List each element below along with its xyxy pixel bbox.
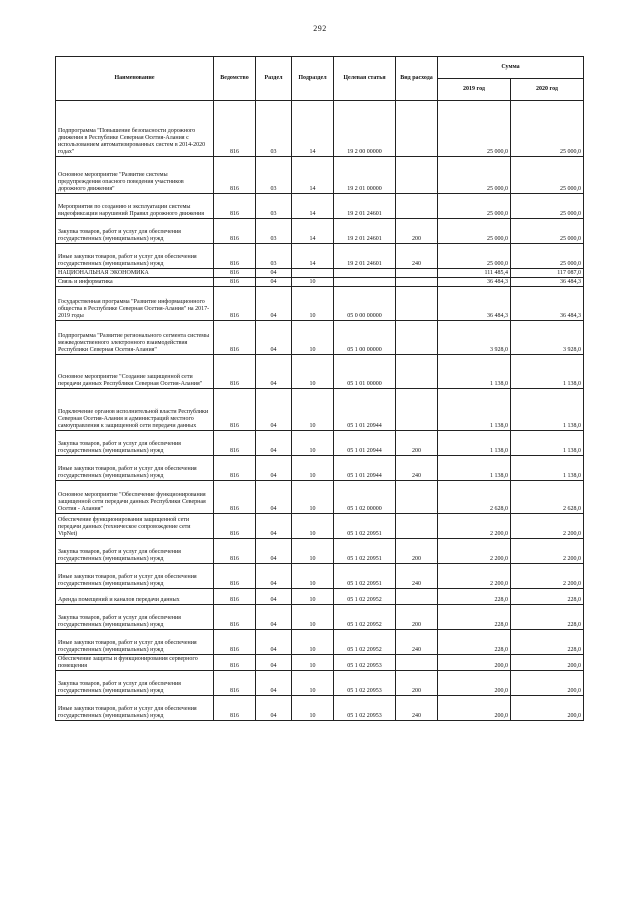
row-section: 04 — [256, 278, 292, 287]
row-section: 04 — [256, 287, 292, 321]
row-name: Закупка товаров, работ и услуг для обеспечения государственных (муниципальных) нужд — [56, 431, 214, 456]
header-name: Наименование — [56, 57, 214, 101]
row-name: Основное мероприятие "Развитие системы предупреждения опасного поведения участников дорожного движения" — [56, 157, 214, 194]
row-subsection: 10 — [292, 389, 334, 431]
row-section: 04 — [256, 630, 292, 655]
row-subsection: 14 — [292, 219, 334, 244]
row-ministry: 816 — [214, 431, 256, 456]
row-name: Основное мероприятие "Обеспечение функционирования защищенной сети передачи данных Республики Северная Осетия - Алания" — [56, 481, 214, 514]
row-name: Мероприятия по созданию и эксплуатации системы видеофиксации нарушений Правил дорожного движения — [56, 194, 214, 219]
table-row — [56, 456, 584, 481]
table-row — [56, 269, 584, 278]
row-ministry: 816 — [214, 244, 256, 269]
row-section: 04 — [256, 389, 292, 431]
row-target-article: 19 2 01 24601 — [334, 244, 396, 269]
row-sum-2020: 25 000,0 — [511, 244, 584, 269]
row-target-article: 05 1 01 20944 — [334, 389, 396, 431]
row-expense-type: 200 — [396, 219, 438, 244]
row-subsection: 10 — [292, 355, 334, 389]
header-subsection: Подраздел — [292, 57, 334, 101]
row-section: 04 — [256, 605, 292, 630]
row-ministry: 816 — [214, 321, 256, 355]
row-ministry: 816 — [214, 696, 256, 721]
row-ministry: 816 — [214, 219, 256, 244]
row-section: 03 — [256, 101, 292, 157]
row-subsection: 10 — [292, 696, 334, 721]
row-subsection: 14 — [292, 101, 334, 157]
row-name: Закупка товаров, работ и услуг для обеспечения государственных (муниципальных) нужд — [56, 671, 214, 696]
row-sum-2019: 2 200,0 — [438, 514, 511, 539]
row-section: 04 — [256, 431, 292, 456]
row-expense-type — [396, 101, 438, 157]
row-sum-2019: 228,0 — [438, 630, 511, 655]
table-row — [56, 514, 584, 539]
table-row — [56, 157, 584, 194]
row-expense-type — [396, 514, 438, 539]
row-name: Подключение органов исполнительной власти Республики Северная Осетия-Алания и администраций местного самоуправления к защищенной сети передачи данных — [56, 389, 214, 431]
row-section: 04 — [256, 481, 292, 514]
row-expense-type — [396, 278, 438, 287]
row-subsection: 10 — [292, 539, 334, 564]
row-section: 04 — [256, 671, 292, 696]
row-target-article: 05 1 02 20953 — [334, 671, 396, 696]
table-row — [56, 431, 584, 456]
row-section: 04 — [256, 514, 292, 539]
row-ministry: 816 — [214, 514, 256, 539]
row-name: Основное мероприятие "Создание защищенной сети передачи данных Республики Северная Осетия-Алания" — [56, 355, 214, 389]
row-subsection: 10 — [292, 630, 334, 655]
row-expense-type: 240 — [396, 244, 438, 269]
row-sum-2020: 117 087,0 — [511, 269, 584, 278]
row-name: Иные закупки товаров, работ и услуг для обеспечения государственных (муниципальных) нужд — [56, 630, 214, 655]
row-sum-2019: 200,0 — [438, 696, 511, 721]
row-sum-2019: 1 138,0 — [438, 456, 511, 481]
row-name: Иные закупки товаров, работ и услуг для обеспечения государственных (муниципальных) нужд — [56, 456, 214, 481]
table-row — [56, 101, 584, 157]
row-section: 04 — [256, 539, 292, 564]
page-number: 292 — [313, 24, 327, 33]
row-target-article: 19 2 01 24601 — [334, 194, 396, 219]
row-section: 04 — [256, 321, 292, 355]
row-subsection: 14 — [292, 244, 334, 269]
row-sum-2020: 25 000,0 — [511, 157, 584, 194]
table-row — [56, 244, 584, 269]
row-sum-2019: 200,0 — [438, 655, 511, 671]
row-ministry: 816 — [214, 389, 256, 431]
row-expense-type — [396, 481, 438, 514]
table-row — [56, 219, 584, 244]
row-target-article: 05 1 02 20952 — [334, 589, 396, 605]
table-row — [56, 630, 584, 655]
row-sum-2020: 1 138,0 — [511, 456, 584, 481]
table-header-row — [56, 57, 584, 79]
row-sum-2020: 2 200,0 — [511, 564, 584, 589]
row-sum-2019: 36 484,3 — [438, 278, 511, 287]
row-subsection: 10 — [292, 287, 334, 321]
row-expense-type — [396, 589, 438, 605]
row-section: 03 — [256, 194, 292, 219]
row-sum-2019: 2 628,0 — [438, 481, 511, 514]
row-ministry: 816 — [214, 287, 256, 321]
row-sum-2020: 3 928,0 — [511, 321, 584, 355]
row-subsection: 10 — [292, 605, 334, 630]
row-target-article: 05 1 01 20944 — [334, 456, 396, 481]
row-target-article: 05 1 02 20952 — [334, 630, 396, 655]
row-expense-type — [396, 269, 438, 278]
row-sum-2020: 2 200,0 — [511, 514, 584, 539]
header-expense-type: Вид расхода — [396, 57, 438, 101]
budget-table — [55, 56, 584, 721]
row-sum-2019: 228,0 — [438, 605, 511, 630]
row-sum-2020: 1 138,0 — [511, 355, 584, 389]
row-sum-2020: 25 000,0 — [511, 101, 584, 157]
row-sum-2019: 36 484,3 — [438, 287, 511, 321]
row-subsection: 10 — [292, 321, 334, 355]
row-subsection: 10 — [292, 655, 334, 671]
header-year-2019: 2019 год — [438, 79, 511, 101]
row-expense-type: 240 — [396, 456, 438, 481]
row-subsection: 10 — [292, 564, 334, 589]
row-subsection: 14 — [292, 157, 334, 194]
row-ministry: 816 — [214, 355, 256, 389]
table-row — [56, 696, 584, 721]
row-target-article: 19 2 01 24601 — [334, 219, 396, 244]
table-row — [56, 278, 584, 287]
row-target-article: 05 1 01 00000 — [334, 355, 396, 389]
row-ministry: 816 — [214, 671, 256, 696]
row-ministry: 816 — [214, 630, 256, 655]
table-row — [56, 389, 584, 431]
row-ministry: 816 — [214, 589, 256, 605]
row-sum-2020: 36 484,3 — [511, 278, 584, 287]
row-name: Обеспечение функционирования защищенной сети передачи данных (техническое сопровождение сети VipNet) — [56, 514, 214, 539]
header-year-2020: 2020 год — [511, 79, 584, 101]
row-ministry: 816 — [214, 194, 256, 219]
row-subsection: 10 — [292, 278, 334, 287]
row-sum-2019: 25 000,0 — [438, 194, 511, 219]
row-ministry: 816 — [214, 539, 256, 564]
row-subsection: 10 — [292, 481, 334, 514]
header-section: Раздел — [256, 57, 292, 101]
row-name: Обеспечение защиты и функционирования серверного помещения — [56, 655, 214, 671]
row-name: Иные закупки товаров, работ и услуг для обеспечения государственных (муниципальных) нужд — [56, 696, 214, 721]
row-expense-type — [396, 321, 438, 355]
row-expense-type: 200 — [396, 605, 438, 630]
row-sum-2020: 25 000,0 — [511, 219, 584, 244]
table-row — [56, 564, 584, 589]
row-name: Закупка товаров, работ и услуг для обеспечения государственных (муниципальных) нужд — [56, 539, 214, 564]
row-section: 04 — [256, 696, 292, 721]
row-target-article: 05 1 02 20953 — [334, 696, 396, 721]
row-section: 03 — [256, 219, 292, 244]
row-sum-2019: 228,0 — [438, 589, 511, 605]
header-ministry: Ведомство — [214, 57, 256, 101]
row-sum-2020: 228,0 — [511, 589, 584, 605]
row-target-article: 05 1 02 20951 — [334, 564, 396, 589]
row-target-article: 05 1 02 20952 — [334, 605, 396, 630]
row-sum-2020: 1 138,0 — [511, 389, 584, 431]
row-ministry: 816 — [214, 605, 256, 630]
row-sum-2020: 200,0 — [511, 696, 584, 721]
row-target-article: 19 2 00 00000 — [334, 101, 396, 157]
row-name: Государственная программа "Развитие информационного общества в Республике Северная Осетия-Алания" на 2017-2019 годы — [56, 287, 214, 321]
table-row — [56, 655, 584, 671]
row-sum-2019: 25 000,0 — [438, 219, 511, 244]
row-section: 04 — [256, 589, 292, 605]
row-sum-2019: 111 485,4 — [438, 269, 511, 278]
row-expense-type: 240 — [396, 696, 438, 721]
row-target-article: 19 2 01 00000 — [334, 157, 396, 194]
row-expense-type — [396, 157, 438, 194]
row-subsection: 10 — [292, 514, 334, 539]
row-sum-2020: 200,0 — [511, 671, 584, 696]
table-row — [56, 589, 584, 605]
row-section: 04 — [256, 456, 292, 481]
row-sum-2019: 25 000,0 — [438, 157, 511, 194]
row-target-article: 05 1 00 00000 — [334, 321, 396, 355]
table-body — [56, 101, 584, 721]
row-expense-type: 240 — [396, 564, 438, 589]
row-section: 04 — [256, 564, 292, 589]
row-section: 03 — [256, 244, 292, 269]
row-sum-2020: 228,0 — [511, 630, 584, 655]
table-row — [56, 539, 584, 564]
row-sum-2019: 2 200,0 — [438, 564, 511, 589]
row-name: Закупка товаров, работ и услуг для обеспечения государственных (муниципальных) нужд — [56, 605, 214, 630]
row-subsection: 14 — [292, 194, 334, 219]
row-sum-2019: 200,0 — [438, 671, 511, 696]
row-ministry: 816 — [214, 157, 256, 194]
row-subsection: 10 — [292, 671, 334, 696]
row-name: НАЦИОНАЛЬНАЯ ЭКОНОМИКА — [56, 269, 214, 278]
row-name: Подпрограмма "Повышение безопасности дорожного движения в Республике Северная Осетия-Алания с использованием автоматизированных систем в 2014-2020 годах" — [56, 101, 214, 157]
row-name: Связь и информатика — [56, 278, 214, 287]
row-subsection: 10 — [292, 456, 334, 481]
table-row — [56, 481, 584, 514]
row-sum-2020: 228,0 — [511, 605, 584, 630]
table-row — [56, 671, 584, 696]
row-sum-2019: 1 138,0 — [438, 355, 511, 389]
row-expense-type: 200 — [396, 539, 438, 564]
row-ministry: 816 — [214, 456, 256, 481]
row-target-article: 05 0 00 00000 — [334, 287, 396, 321]
row-name: Подпрограмма "Развитие регионального сегмента системы межведомственного электронного взаимодействия Республики Северная Осетия-Алания" — [56, 321, 214, 355]
row-sum-2019: 1 138,0 — [438, 431, 511, 456]
row-sum-2019: 1 138,0 — [438, 389, 511, 431]
row-subsection — [292, 269, 334, 278]
table-row — [56, 287, 584, 321]
row-name: Иные закупки товаров, работ и услуг для обеспечения государственных (муниципальных) нужд — [56, 564, 214, 589]
table-row — [56, 355, 584, 389]
row-sum-2020: 25 000,0 — [511, 194, 584, 219]
row-sum-2019: 3 928,0 — [438, 321, 511, 355]
row-section: 04 — [256, 269, 292, 278]
table-row — [56, 321, 584, 355]
row-target-article — [334, 278, 396, 287]
table-row — [56, 194, 584, 219]
row-sum-2019: 2 200,0 — [438, 539, 511, 564]
row-target-article: 05 1 02 20951 — [334, 539, 396, 564]
row-expense-type: 240 — [396, 630, 438, 655]
row-section: 04 — [256, 655, 292, 671]
table-row — [56, 605, 584, 630]
row-expense-type — [396, 389, 438, 431]
row-sum-2020: 2 628,0 — [511, 481, 584, 514]
row-subsection: 10 — [292, 589, 334, 605]
row-target-article: 05 1 01 20944 — [334, 431, 396, 456]
row-ministry: 816 — [214, 101, 256, 157]
row-target-article: 05 1 02 20953 — [334, 655, 396, 671]
row-expense-type — [396, 194, 438, 219]
row-name: Иные закупки товаров, работ и услуг для обеспечения государственных (муниципальных) нужд — [56, 244, 214, 269]
row-expense-type: 200 — [396, 431, 438, 456]
row-name: Аренда помещений и каналов передачи данных — [56, 589, 214, 605]
header-target-article: Целевая статья — [334, 57, 396, 101]
row-expense-type — [396, 355, 438, 389]
row-expense-type: 200 — [396, 671, 438, 696]
row-target-article: 05 1 02 20951 — [334, 514, 396, 539]
row-target-article — [334, 269, 396, 278]
header-sum: Сумма — [438, 57, 584, 79]
row-sum-2020: 36 484,3 — [511, 287, 584, 321]
row-subsection: 10 — [292, 431, 334, 456]
row-ministry: 816 — [214, 269, 256, 278]
row-ministry: 816 — [214, 481, 256, 514]
row-ministry: 816 — [214, 564, 256, 589]
row-section: 04 — [256, 355, 292, 389]
row-ministry: 816 — [214, 655, 256, 671]
row-sum-2020: 2 200,0 — [511, 539, 584, 564]
row-sum-2019: 25 000,0 — [438, 244, 511, 269]
row-sum-2020: 200,0 — [511, 655, 584, 671]
row-ministry: 816 — [214, 278, 256, 287]
row-name: Закупка товаров, работ и услуг для обеспечения государственных (муниципальных) нужд — [56, 219, 214, 244]
row-sum-2019: 25 000,0 — [438, 101, 511, 157]
row-target-article: 05 1 02 00000 — [334, 481, 396, 514]
row-expense-type — [396, 655, 438, 671]
row-expense-type — [396, 287, 438, 321]
row-section: 03 — [256, 157, 292, 194]
row-sum-2020: 1 138,0 — [511, 431, 584, 456]
